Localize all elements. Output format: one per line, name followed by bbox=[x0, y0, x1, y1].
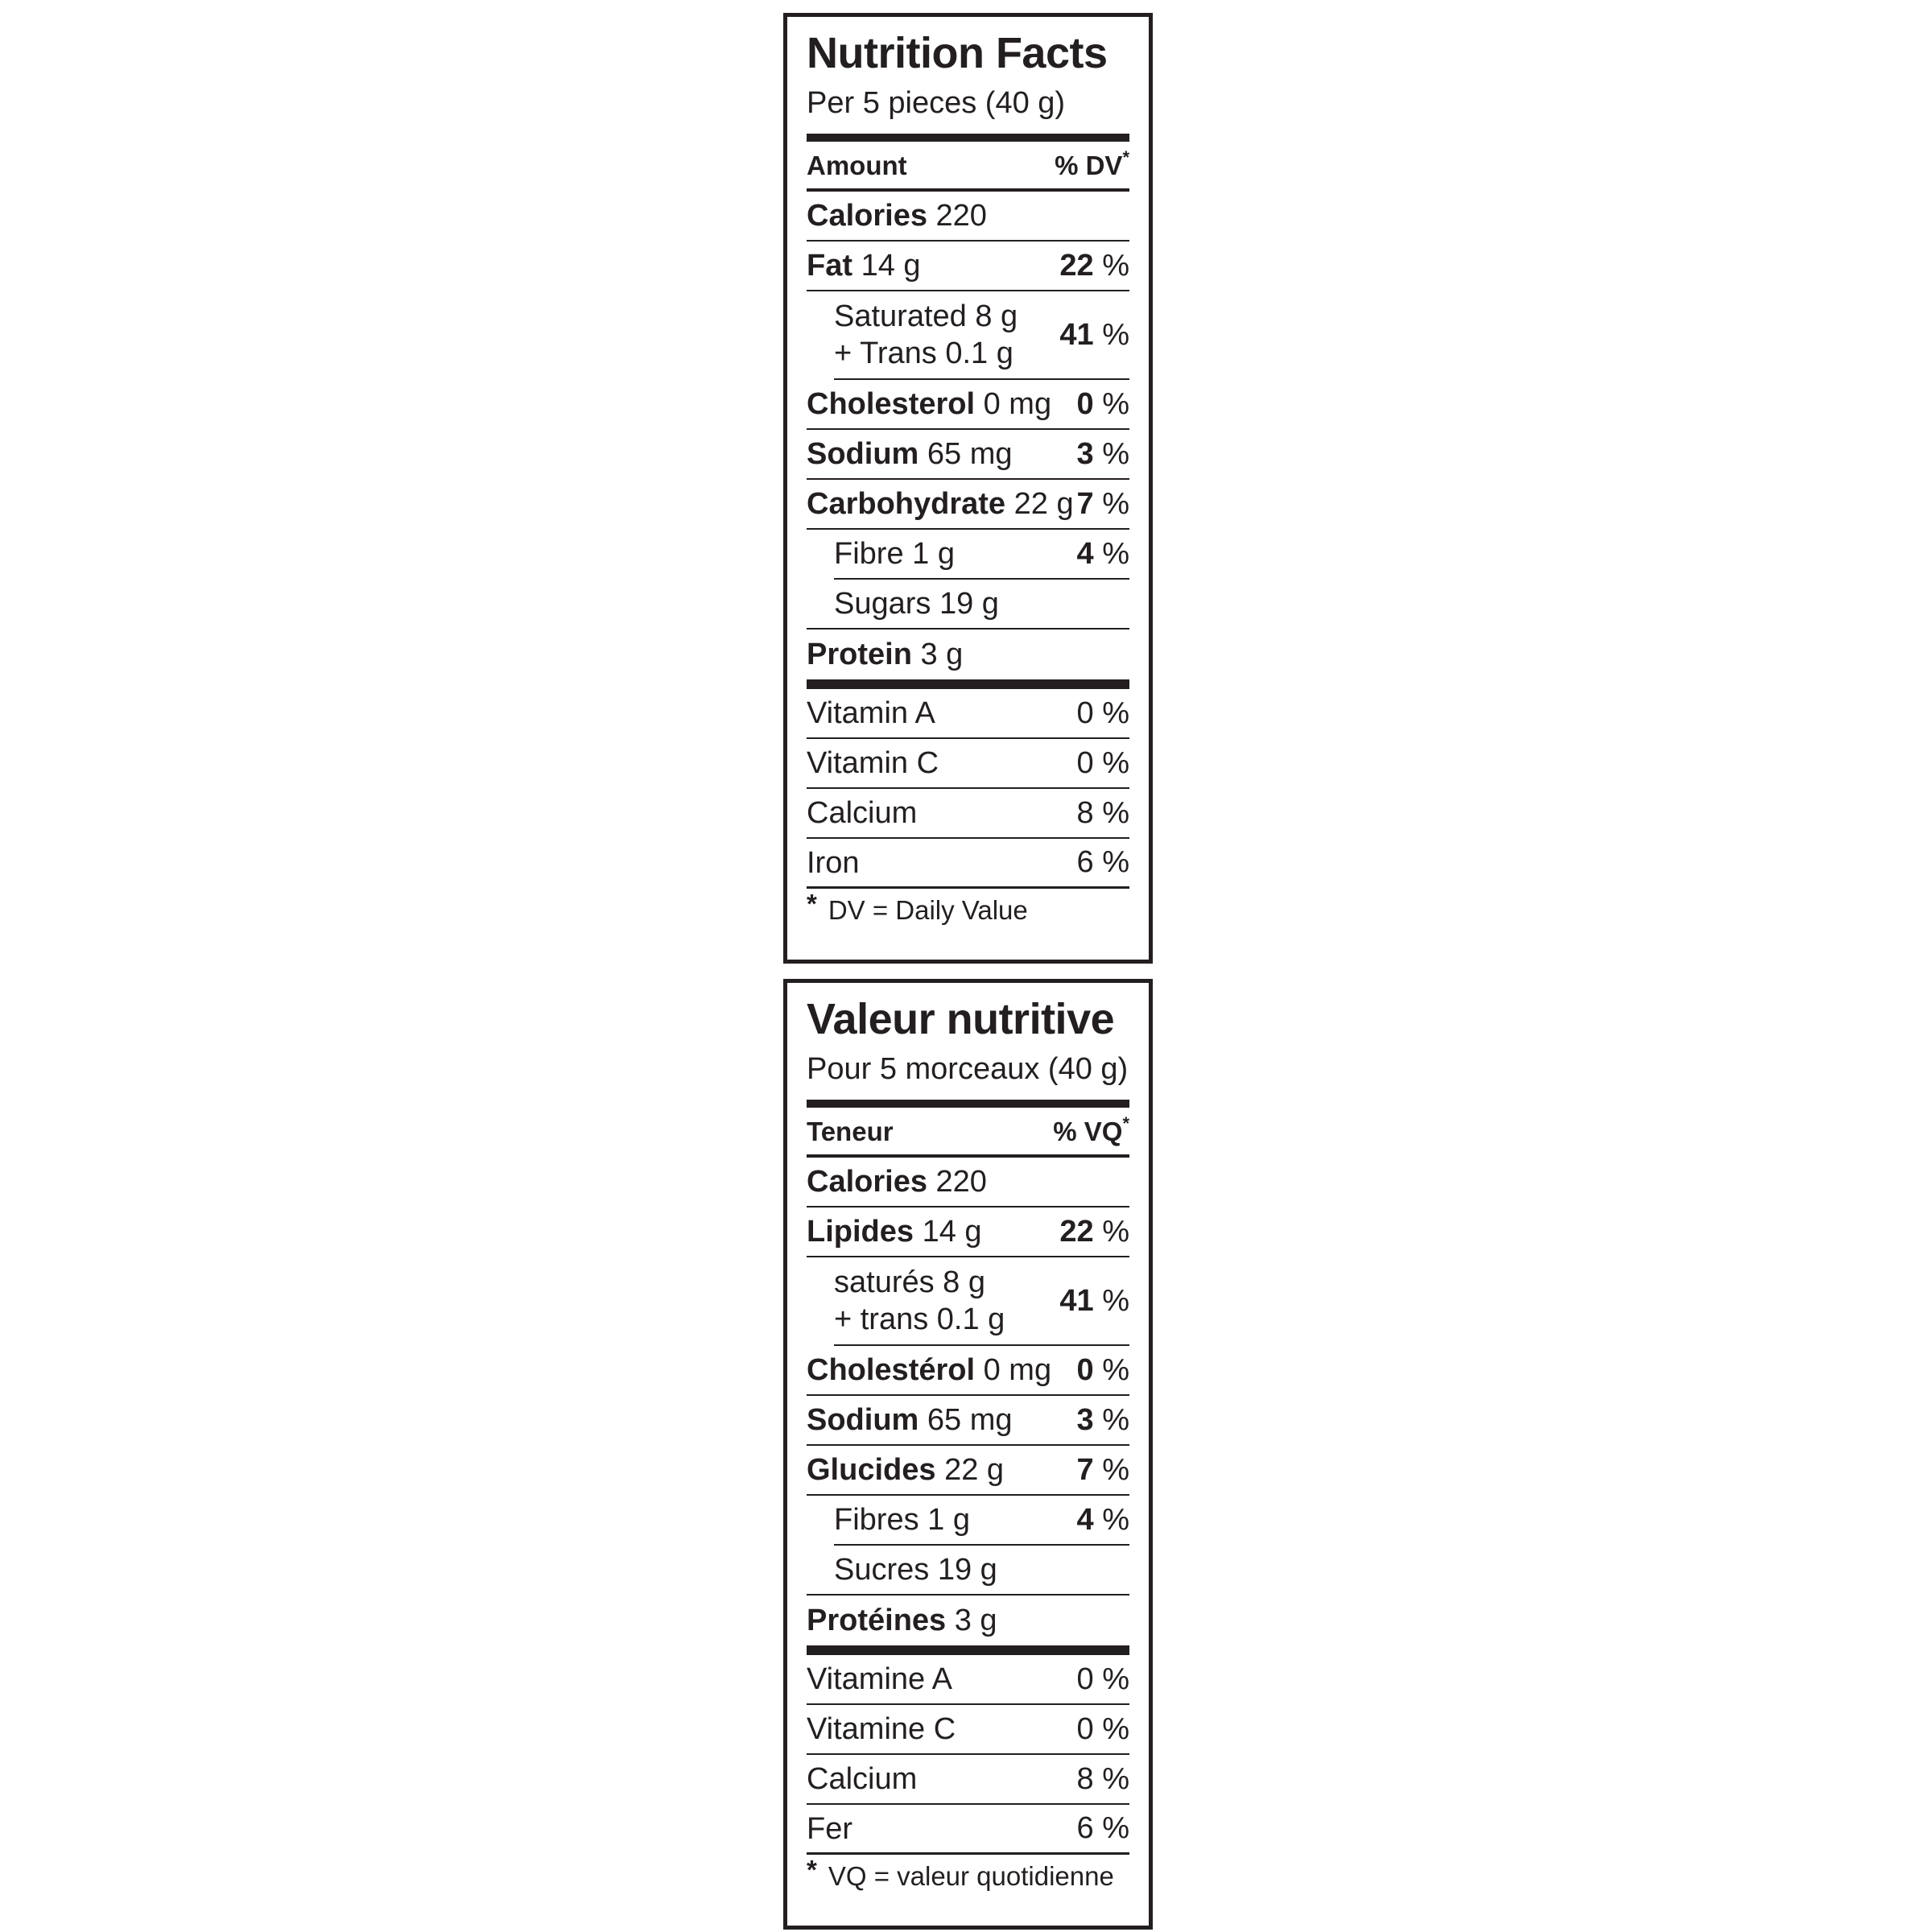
fibre-label: Fibres 1 g bbox=[834, 1503, 970, 1537]
calcium-row bbox=[807, 1755, 1129, 1805]
carbohydrate-row: Carbohydrate 22 g 7 % bbox=[807, 480, 1129, 530]
sodium-label: Sodium bbox=[807, 437, 919, 471]
protein-amount: 3 g bbox=[920, 638, 964, 671]
asterisk-mark: * bbox=[1122, 147, 1129, 167]
vitamin-c-percent: 0 % bbox=[1076, 745, 1129, 780]
sodium-percent: 3 bbox=[1076, 1402, 1094, 1437]
column-header-row bbox=[807, 1109, 1129, 1158]
thick-divider bbox=[807, 679, 1129, 689]
fat-row: Lipides 14 g 22 % bbox=[807, 1208, 1129, 1257]
cholesterol-label: Cholesterol bbox=[807, 387, 976, 421]
panel-title: Nutrition Facts bbox=[807, 29, 1108, 77]
vitamin-a-row bbox=[807, 1655, 1129, 1705]
calcium-row bbox=[807, 789, 1129, 839]
iron-row bbox=[807, 839, 1129, 889]
vitamin-a-percent: 0 % bbox=[1076, 1662, 1129, 1696]
fat-percent: 22 bbox=[1059, 248, 1094, 283]
sodium-percent: 3 bbox=[1076, 436, 1094, 471]
amount-header: Amount bbox=[807, 151, 907, 180]
vitamin-c-label: Vitamine C bbox=[807, 1712, 956, 1746]
vitamin-c-label: Vitamin C bbox=[807, 746, 939, 780]
calories-value: 220 bbox=[935, 199, 987, 233]
iron-label: Iron bbox=[807, 845, 860, 880]
cholesterol-amount: 0 mg bbox=[983, 1353, 1052, 1387]
sugars-label: Sugars 19 g bbox=[834, 587, 999, 621]
carbohydrate-percent: 7 bbox=[1076, 1452, 1094, 1487]
panel-title: Valeur nutritive bbox=[807, 995, 1115, 1043]
sodium-amount: 65 mg bbox=[927, 1403, 1013, 1437]
sugars-row bbox=[807, 580, 1129, 630]
cholesterol-row: Cholesterol 0 mg 0 % bbox=[807, 380, 1129, 430]
footnote-text: VQ = valeur quotidienne bbox=[828, 1861, 1114, 1891]
saturated-label: saturés 8 g bbox=[834, 1265, 985, 1299]
protein-row bbox=[807, 1596, 1129, 1645]
fibre-percent: 4 bbox=[1076, 536, 1094, 571]
cholesterol-label: Cholestérol bbox=[807, 1353, 976, 1387]
vitamin-a-row bbox=[807, 689, 1129, 739]
nutrition-facts-panel-english bbox=[783, 13, 1153, 964]
fibre-label: Fibre 1 g bbox=[834, 537, 955, 571]
dv-header: % DV* bbox=[1055, 147, 1129, 180]
calcium-percent: 8 % bbox=[1076, 1761, 1129, 1796]
protein-row bbox=[807, 630, 1129, 679]
sodium-label: Sodium bbox=[807, 1403, 919, 1437]
serving-size: Per 5 pieces (40 g) bbox=[807, 86, 1066, 120]
cholesterol-percent: 0 bbox=[1076, 386, 1094, 421]
saturated-trans-row: Saturated 8 g + Trans 0.1 g 41 % bbox=[834, 291, 1129, 380]
calories-row bbox=[807, 192, 1129, 242]
calories-label: Calories bbox=[807, 1165, 927, 1199]
fat-label: Fat bbox=[807, 249, 852, 283]
footnote-asterisk: * bbox=[807, 889, 817, 919]
footnote-text: DV = Daily Value bbox=[828, 895, 1028, 925]
fat-amount: 14 g bbox=[861, 249, 921, 283]
carbohydrate-percent: 7 bbox=[1076, 486, 1094, 521]
protein-label: Protein bbox=[807, 638, 912, 671]
serving-size: Pour 5 morceaux (40 g) bbox=[807, 1052, 1129, 1086]
protein-amount: 3 g bbox=[954, 1604, 997, 1637]
dv-header: % VQ* bbox=[1053, 1113, 1129, 1146]
saturated-percent: 41 bbox=[1059, 317, 1094, 352]
saturated-label: Saturated 8 g bbox=[834, 299, 1018, 333]
iron-label: Fer bbox=[807, 1811, 852, 1846]
fat-row: Fat 14 g 22 % bbox=[807, 242, 1129, 291]
asterisk-mark: * bbox=[1122, 1113, 1129, 1133]
sugars-label: Sucres 19 g bbox=[834, 1553, 997, 1587]
fibre-percent: 4 bbox=[1076, 1502, 1094, 1537]
carbohydrate-row: Glucides 22 g 7 % bbox=[807, 1446, 1129, 1496]
saturated-percent: 41 bbox=[1059, 1283, 1094, 1318]
sodium-row: Sodium 65 mg 3 % bbox=[807, 1396, 1129, 1446]
carbohydrate-label: Carbohydrate bbox=[807, 487, 1006, 521]
cholesterol-row: Cholestérol 0 mg 0 % bbox=[807, 1346, 1129, 1396]
thick-divider bbox=[807, 1645, 1129, 1655]
saturated-trans-row: saturés 8 g + trans 0.1 g 41 % bbox=[834, 1257, 1129, 1346]
calcium-percent: 8 % bbox=[1076, 795, 1129, 830]
calcium-label: Calcium bbox=[807, 796, 918, 830]
vitamin-a-label: Vitamin A bbox=[807, 696, 935, 730]
fat-percent: 22 bbox=[1059, 1214, 1094, 1249]
thick-divider bbox=[807, 134, 1129, 142]
sugars-row bbox=[807, 1546, 1129, 1596]
thick-divider bbox=[807, 1100, 1129, 1108]
footnote bbox=[807, 889, 1129, 932]
fat-amount: 14 g bbox=[922, 1215, 982, 1249]
iron-percent: 6 % bbox=[1076, 1811, 1129, 1845]
vitamin-a-label: Vitamine A bbox=[807, 1662, 952, 1696]
calories-row bbox=[807, 1158, 1129, 1208]
amount-header: Teneur bbox=[807, 1117, 894, 1146]
footnote bbox=[807, 1855, 1129, 1898]
protein-label: Protéines bbox=[807, 1604, 947, 1637]
nutrition-facts-panel-french bbox=[783, 979, 1153, 1930]
trans-label: + trans 0.1 g bbox=[834, 1302, 1005, 1336]
calories-value: 220 bbox=[935, 1165, 987, 1199]
cholesterol-amount: 0 mg bbox=[983, 387, 1052, 421]
column-header-row bbox=[807, 143, 1129, 192]
calcium-label: Calcium bbox=[807, 1762, 918, 1796]
carbohydrate-label: Glucides bbox=[807, 1453, 936, 1487]
vitamin-a-percent: 0 % bbox=[1076, 696, 1129, 730]
carbohydrate-amount: 22 g bbox=[944, 1453, 1005, 1487]
iron-row bbox=[807, 1805, 1129, 1855]
sodium-amount: 65 mg bbox=[927, 437, 1013, 471]
trans-label: + Trans 0.1 g bbox=[834, 336, 1013, 370]
cholesterol-percent: 0 bbox=[1076, 1352, 1094, 1387]
sodium-row: Sodium 65 mg 3 % bbox=[807, 430, 1129, 480]
fibre-row: Fibre 1 g 4 % bbox=[834, 530, 1129, 580]
vitamin-c-row bbox=[807, 739, 1129, 789]
footnote-asterisk: * bbox=[807, 1855, 817, 1885]
vitamin-c-row bbox=[807, 1705, 1129, 1755]
vitamin-c-percent: 0 % bbox=[1076, 1711, 1129, 1746]
fat-label: Lipides bbox=[807, 1215, 914, 1249]
fibre-row: Fibres 1 g 4 % bbox=[834, 1496, 1129, 1546]
iron-percent: 6 % bbox=[1076, 845, 1129, 879]
carbohydrate-amount: 22 g bbox=[1013, 487, 1074, 521]
calories-label: Calories bbox=[807, 199, 927, 233]
